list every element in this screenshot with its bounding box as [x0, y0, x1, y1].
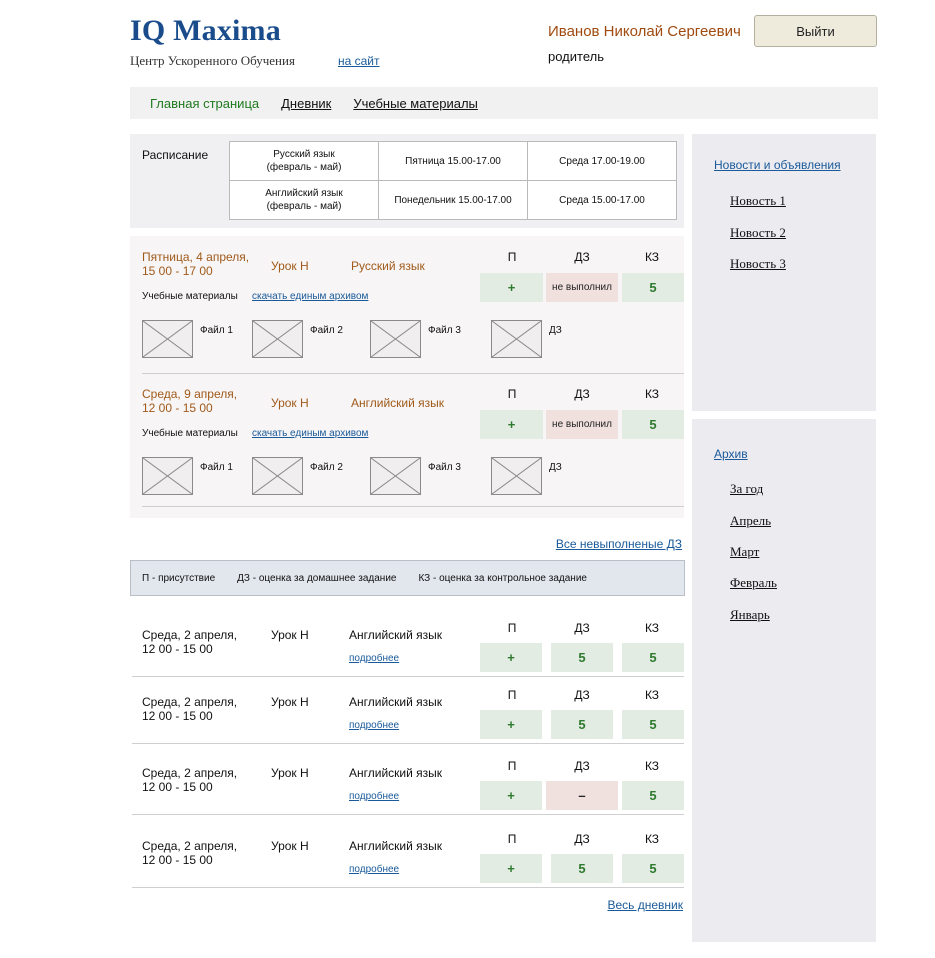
homework-status: не выполнил	[546, 273, 618, 302]
divider	[142, 373, 684, 374]
header-homework: ДЗ	[574, 621, 590, 635]
past-lessons	[130, 610, 684, 890]
lesson-subject: Английский язык	[349, 766, 443, 780]
test-mark: 5	[622, 710, 684, 739]
to-site-link[interactable]: на сайт	[338, 54, 380, 68]
site-subtitle: Центр Ускоренного Обучения	[130, 53, 295, 68]
schedule-slot: Пятница 15.00-17.00	[379, 142, 528, 181]
news-sidebar	[692, 134, 876, 411]
header-test: КЗ	[644, 832, 660, 846]
logo[interactable]: IQ Maxima	[130, 14, 281, 47]
lesson-number: Урок Н	[271, 259, 309, 273]
test-mark: 5	[622, 643, 684, 672]
homework-mark: 5	[551, 710, 613, 739]
legend-test: КЗ - оценка за контрольное задание	[418, 572, 587, 584]
lesson-date: Среда, 9 апреля, 12 00 - 15 00	[142, 387, 238, 415]
header-attendance: П	[507, 250, 517, 264]
file-placeholder-icon[interactable]	[142, 457, 193, 495]
news-item[interactable]: Новость 3	[730, 256, 786, 271]
lesson-number: Урок Н	[271, 695, 309, 709]
header-homework: ДЗ	[574, 387, 590, 401]
homework-file-icon[interactable]	[491, 320, 542, 358]
homework-status: не выполнил	[546, 410, 618, 439]
test-mark: 5	[622, 854, 684, 883]
full-diary-link[interactable]: Весь дневник	[607, 898, 683, 912]
nav-item-home[interactable]: Главная страница	[150, 95, 260, 111]
file-placeholder-icon[interactable]	[142, 320, 193, 358]
lesson-subject: Русский язык	[351, 259, 425, 273]
test-mark: 5	[622, 781, 684, 810]
homework-file-icon[interactable]	[491, 457, 542, 495]
file-label[interactable]: Файл 3	[428, 325, 461, 336]
header-homework: ДЗ	[574, 688, 590, 702]
schedule-panel	[130, 134, 684, 228]
test-mark: 5	[622, 273, 684, 302]
lesson-date: Среда, 2 апреля, 12 00 - 15 00	[142, 695, 238, 723]
header-test: КЗ	[644, 387, 660, 401]
schedule-course: Английский язык (февраль - май)	[230, 181, 379, 220]
divider	[132, 676, 684, 677]
file-label[interactable]: Файл 1	[200, 462, 233, 473]
header-homework: ДЗ	[574, 832, 590, 846]
schedule-row	[230, 181, 677, 220]
lesson-number: Урок Н	[271, 766, 309, 780]
schedule-table	[229, 141, 677, 220]
user-name: Иванов Николай Сергеевич	[548, 23, 741, 40]
materials-label: Учебные материалы	[142, 291, 238, 302]
header-test: КЗ	[644, 250, 660, 264]
divider	[132, 743, 684, 744]
logout-button[interactable]: Выйти	[754, 15, 877, 47]
lesson-date: Среда, 2 апреля, 12 00 - 15 00	[142, 766, 238, 794]
divider	[142, 506, 684, 507]
schedule-slot: Среда 15.00-17.00	[528, 181, 677, 220]
header-attendance: П	[507, 621, 517, 635]
nav-item-materials[interactable]: Учебные материалы	[353, 95, 478, 111]
lesson-subject: Английский язык	[349, 695, 443, 709]
file-label[interactable]: ДЗ	[549, 462, 562, 473]
legend-attendance: П - присутствие	[142, 572, 216, 584]
schedule-slot: Среда 17.00-19.00	[528, 142, 677, 181]
schedule-slot: Понедельник 15.00-17.00	[379, 181, 528, 220]
archive-item-february[interactable]: Февраль	[730, 575, 777, 590]
file-placeholder-icon[interactable]	[370, 320, 421, 358]
attendance-mark: +	[480, 854, 542, 883]
nav-item-diary[interactable]: Дневник	[281, 95, 332, 111]
archive-sidebar	[692, 419, 876, 942]
header-homework: ДЗ	[574, 759, 590, 773]
homework-mark: –	[546, 781, 618, 810]
homework-mark: 5	[551, 854, 613, 883]
attendance-mark: +	[480, 273, 543, 302]
download-archive-link[interactable]: скачать единым архивом	[252, 291, 369, 302]
file-label[interactable]: Файл 3	[428, 462, 461, 473]
file-label[interactable]: Файл 2	[310, 462, 343, 473]
news-item[interactable]: Новость 1	[730, 193, 786, 208]
lesson-subject: Английский язык	[349, 628, 443, 642]
header-homework: ДЗ	[574, 250, 590, 264]
lesson-number: Урок Н	[271, 628, 309, 642]
file-label[interactable]: Файл 1	[200, 325, 233, 336]
header-attendance: П	[507, 688, 517, 702]
file-label[interactable]: ДЗ	[549, 325, 562, 336]
divider	[132, 887, 684, 888]
news-heading[interactable]: Новости и объявления	[714, 158, 841, 172]
archive-item-march[interactable]: Март	[730, 544, 760, 559]
attendance-mark: +	[480, 410, 543, 439]
header-attendance: П	[507, 387, 517, 401]
legend-homework: ДЗ - оценка за домашнее задание	[237, 572, 397, 584]
lesson-date: Среда, 2 апреля, 12 00 - 15 00	[142, 628, 238, 656]
file-placeholder-icon[interactable]	[370, 457, 421, 495]
lesson-number: Урок Н	[271, 839, 309, 853]
archive-item-january[interactable]: Январь	[730, 607, 770, 622]
user-role: родитель	[548, 49, 604, 64]
schedule-label: Расписание	[142, 148, 209, 162]
file-label[interactable]: Файл 2	[310, 325, 343, 336]
details-link[interactable]: подробнее	[349, 791, 400, 802]
lesson-date: Пятница, 4 апреля, 15 00 - 17 00	[142, 250, 250, 278]
archive-item-april[interactable]: Апрель	[730, 513, 772, 528]
lesson-date: Среда, 2 апреля, 12 00 - 15 00	[142, 839, 238, 867]
archive-heading[interactable]: Архив	[714, 447, 748, 461]
attendance-mark: +	[480, 643, 542, 672]
lesson-subject: Английский язык	[351, 396, 445, 410]
header-test: КЗ	[644, 688, 660, 702]
divider	[132, 814, 684, 815]
main-nav	[130, 87, 878, 119]
lesson-number: Урок Н	[271, 396, 309, 410]
details-link[interactable]: подробнее	[349, 653, 400, 664]
schedule-course: Русский язык (февраль - май)	[230, 142, 379, 181]
details-link[interactable]: подробнее	[349, 720, 400, 731]
file-placeholder-icon[interactable]	[252, 457, 303, 495]
header-attendance: П	[507, 759, 517, 773]
attendance-mark: +	[480, 781, 542, 810]
schedule-row	[230, 142, 677, 181]
materials-label: Учебные материалы	[142, 428, 238, 439]
header-test: КЗ	[644, 759, 660, 773]
header-attendance: П	[507, 832, 517, 846]
attendance-mark: +	[480, 710, 542, 739]
download-archive-link[interactable]: скачать единым архивом	[252, 428, 369, 439]
header-test: КЗ	[644, 621, 660, 635]
news-item[interactable]: Новость 2	[730, 225, 786, 240]
marks-legend	[130, 560, 685, 596]
file-placeholder-icon[interactable]	[252, 320, 303, 358]
lesson-subject: Английский язык	[349, 839, 443, 853]
homework-mark: 5	[551, 643, 613, 672]
archive-item-year[interactable]: За год	[730, 481, 764, 496]
all-unfinished-homework-link[interactable]: Все невыполненые ДЗ	[555, 537, 682, 551]
upcoming-lessons	[130, 236, 684, 518]
test-mark: 5	[622, 410, 684, 439]
details-link[interactable]: подробнее	[349, 864, 400, 875]
